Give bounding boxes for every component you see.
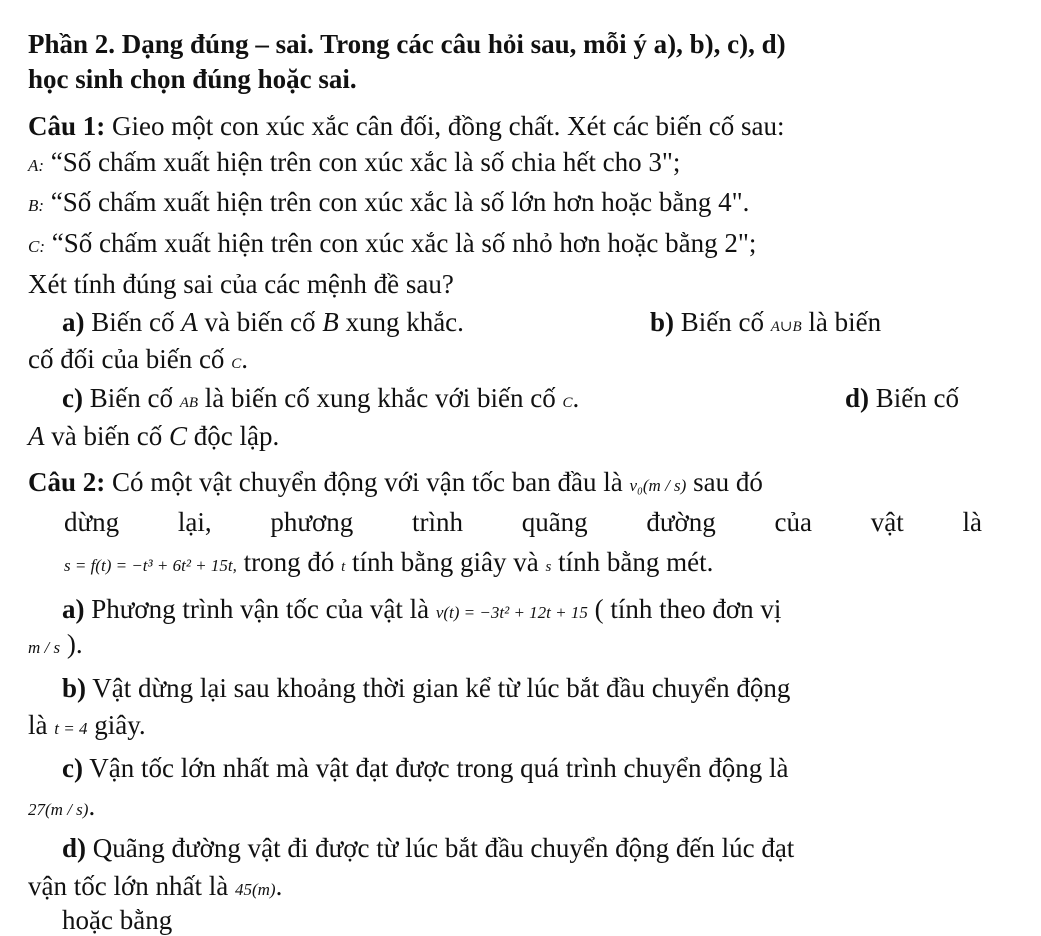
q1-statement-b-cont: cố đối của biến cố C. <box>28 344 248 374</box>
q2-label: Câu 2: <box>28 467 106 497</box>
q2-statement-a-cont: m / s ). <box>28 629 83 659</box>
q1-statement-d-cont: A và biến cố C độc lập. <box>28 421 280 451</box>
q2-intro: Câu 2: Có một vật chuyển động với vận tốc ban đầu là v₀(m / s) sau đó <box>28 467 763 497</box>
q2-statement-b-cont: là t = 4 giây. <box>28 710 146 740</box>
q2-statement-d: d) Quãng đường vật đi được từ lúc bắt đầu chuyển động đến lúc đạt <box>62 833 795 863</box>
q1-event-a: A: “Số chấm xuất hiện trên con xúc xắc là số chia hết cho 3"; <box>28 147 681 177</box>
q1-label: Câu 1: <box>28 111 106 141</box>
velocity-equation: v(t) = −3t² + 12t + 15 <box>435 603 588 622</box>
q1-statement-c: c) Biến cố AB là biến cố xung khắc với biến cố C. <box>62 383 580 413</box>
q1-ask: Xét tính đúng sai của các mệnh đề sau? <box>28 269 454 299</box>
q2-statement-d-cont: vận tốc lớn nhất là 45(m). <box>28 871 283 901</box>
word: dừng <box>64 507 120 537</box>
q1-statement-d: d) Biến cố <box>845 383 959 413</box>
q1-intro: Câu 1: Gieo một con xúc xắc cân đối, đồng chất. Xét các biến cố sau: <box>28 111 785 141</box>
q1-event-c: C: “Số chấm xuất hiện trên con xúc xắc là số nhỏ hơn hoặc bằng 2"; <box>28 228 757 258</box>
next-line-cutoff: hoặc bằng <box>62 905 173 935</box>
part2-title-line2: học sinh chọn đúng hoặc sai. <box>28 64 357 94</box>
word: trình <box>411 507 463 537</box>
q2-statement-c-cont: 27(m / s). <box>28 791 96 821</box>
q1-event-b: B: “Số chấm xuất hiện trên con xúc xắc là số lớn hơn hoặc bằng 4". <box>28 187 750 217</box>
q1-statement-a: a) Biến cố A và biến cố B xung khắc. <box>62 307 464 337</box>
word: lại, <box>177 507 212 537</box>
word: vật <box>870 507 904 537</box>
q2-statement-c: c) Vận tốc lớn nhất mà vật đạt được trong quá trình chuyển động là <box>62 753 789 783</box>
q2-statement-b: b) Vật dừng lại sau khoảng thời gian kể từ lúc bắt đầu chuyển động <box>62 673 791 703</box>
part2-title-line1: Phần 2. Dạng đúng – sai. Trong các câu hỏi sau, mỗi ý a), b), c), d) <box>28 29 786 59</box>
q2-equation-line: s = f(t) = −t³ + 6t² + 15t, trong đó t tính bằng giây và s tính bằng mét. <box>64 547 714 577</box>
word: của <box>774 507 812 537</box>
q1-statement-b: b) Biến cố A∪B là biến <box>650 307 882 337</box>
word: là <box>962 507 982 537</box>
q2-statement-a: a) Phương trình vận tốc của vật là v(t) = −3t² + 12t + 15 ( tính theo đơn vị <box>62 594 782 624</box>
word: quãng <box>521 507 588 537</box>
q2-intro-cont <box>64 506 982 538</box>
position-equation: s = f(t) = −t³ + 6t² + 15t, <box>64 556 237 575</box>
word: phương <box>270 507 354 537</box>
word: đường <box>646 507 716 537</box>
